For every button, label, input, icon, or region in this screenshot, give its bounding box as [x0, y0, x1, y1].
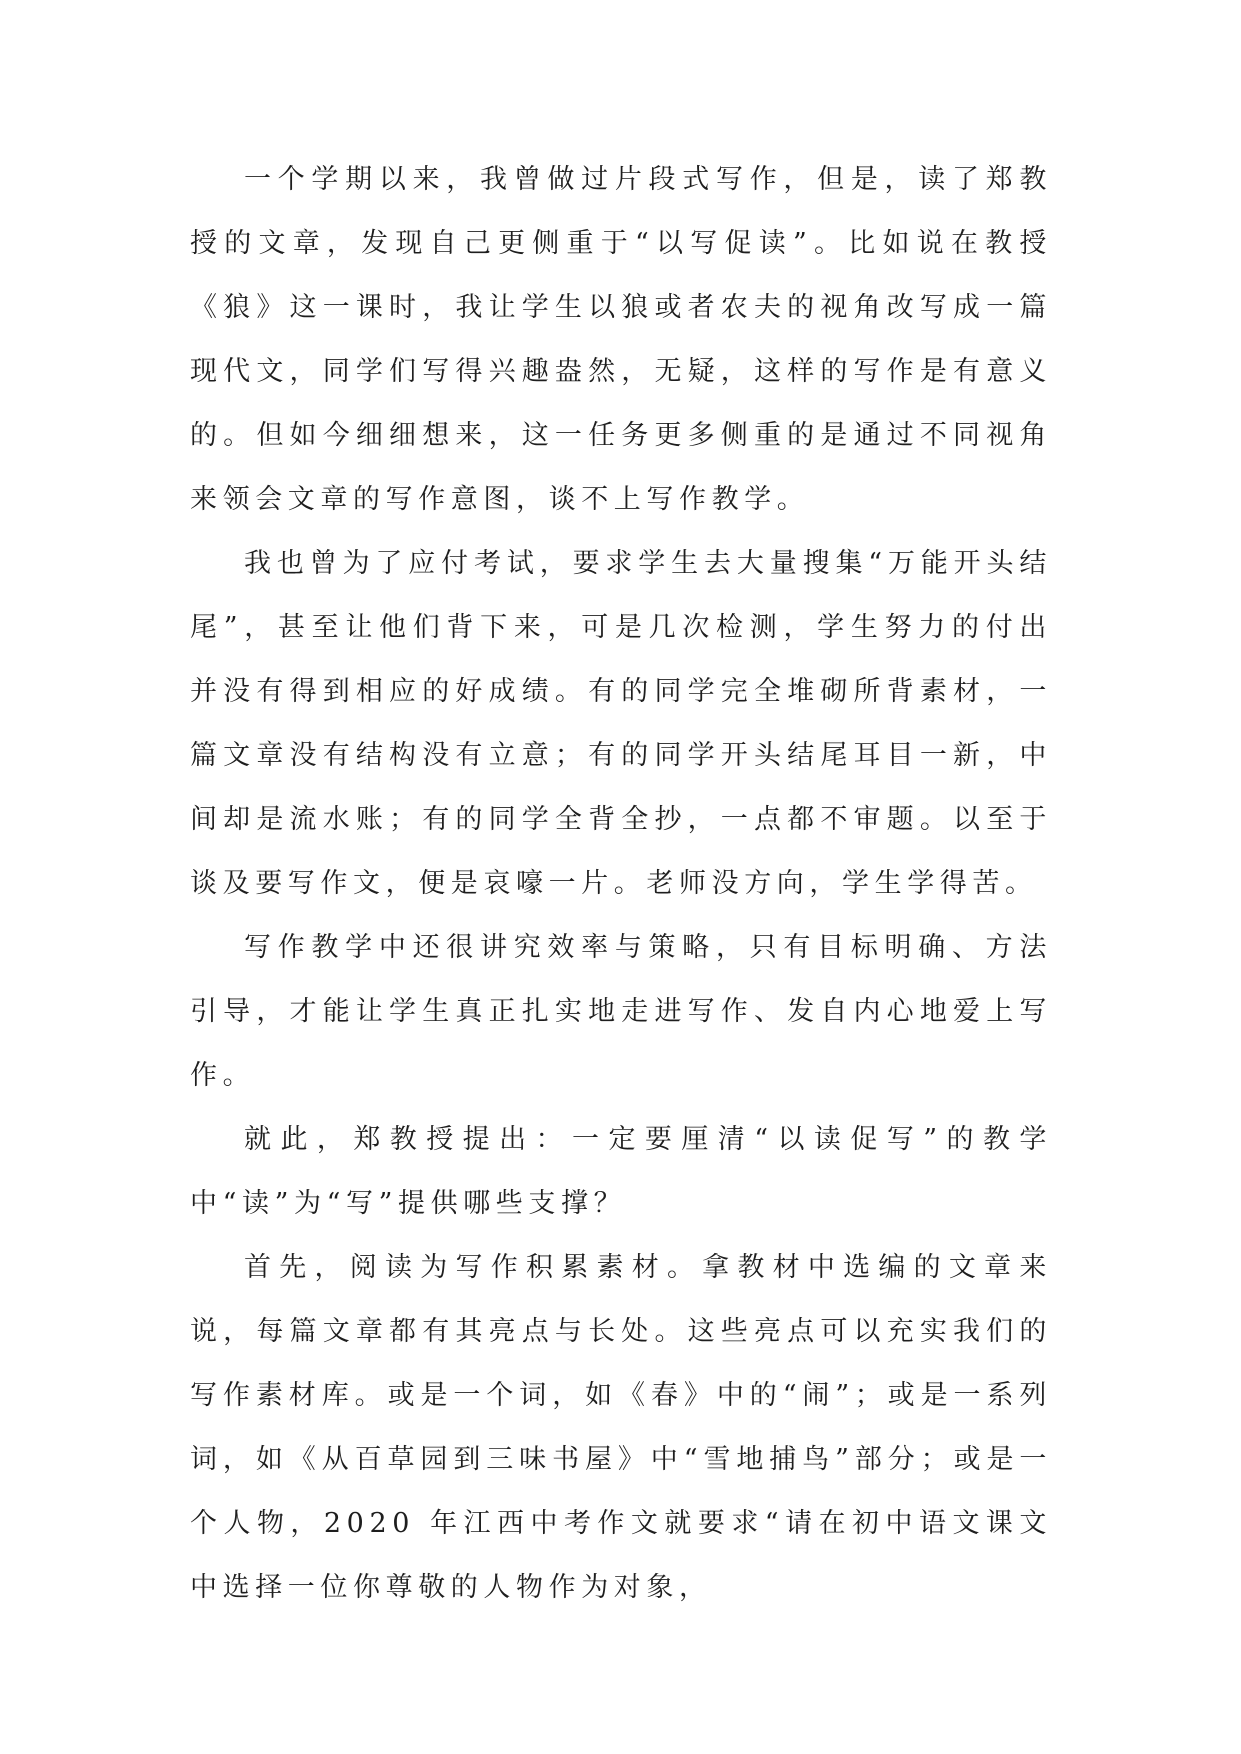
paragraph-1: 一个学期以来，我曾做过片段式写作，但是，读了郑教授的文章，发现自己更侧重于“以写促读”。比如说在教授《狼》这一课时，我让学生以狼或者农夫的视角改写成一篇现代文，同学们写得兴趣盎然，无疑，这样的写作是有意义的。但如今细细想来，这一任务更多侧重的是通过不同视角来领会文章的写作意图，谈不上写作教学。	[190, 164, 1052, 515]
document-body	[190, 148, 1052, 1620]
paragraph-4: 就此，郑教授提出：一定要厘清“以读促写”的教学中“读”为“写”提供哪些支撑？	[190, 1124, 1052, 1219]
paragraph-2: 我也曾为了应付考试，要求学生去大量搜集“万能开头结尾”，甚至让他们背下来，可是几次检测，学生努力的付出并没有得到相应的好成绩。有的同学完全堆砌所背素材，一篇文章没有结构没有立意；有的同学开头结尾耳目一新，中间却是流水账；有的同学全背全抄，一点都不审题。以至于谈及要写作文，便是哀嚎一片。老师没方向，学生学得苦。	[190, 548, 1052, 899]
paragraph-3: 写作教学中还很讲究效率与策略，只有目标明确、方法引导，才能让学生真正扎实地走进写作、发自内心地爱上写作。	[190, 932, 1052, 1091]
paragraph-5: 首先，阅读为写作积累素材。拿教材中选编的文章来说，每篇文章都有其亮点与长处。这些亮点可以充实我们的写作素材库。或是一个词，如《春》中的“闹”；或是一系列词，如《从百草园到三味书屋》中“雪地捕鸟”部分；或是一个人物，2020 年江西中考作文就要求“请在初中语文课文中选择一位你尊敬的人物作为对象，	[190, 1252, 1052, 1603]
